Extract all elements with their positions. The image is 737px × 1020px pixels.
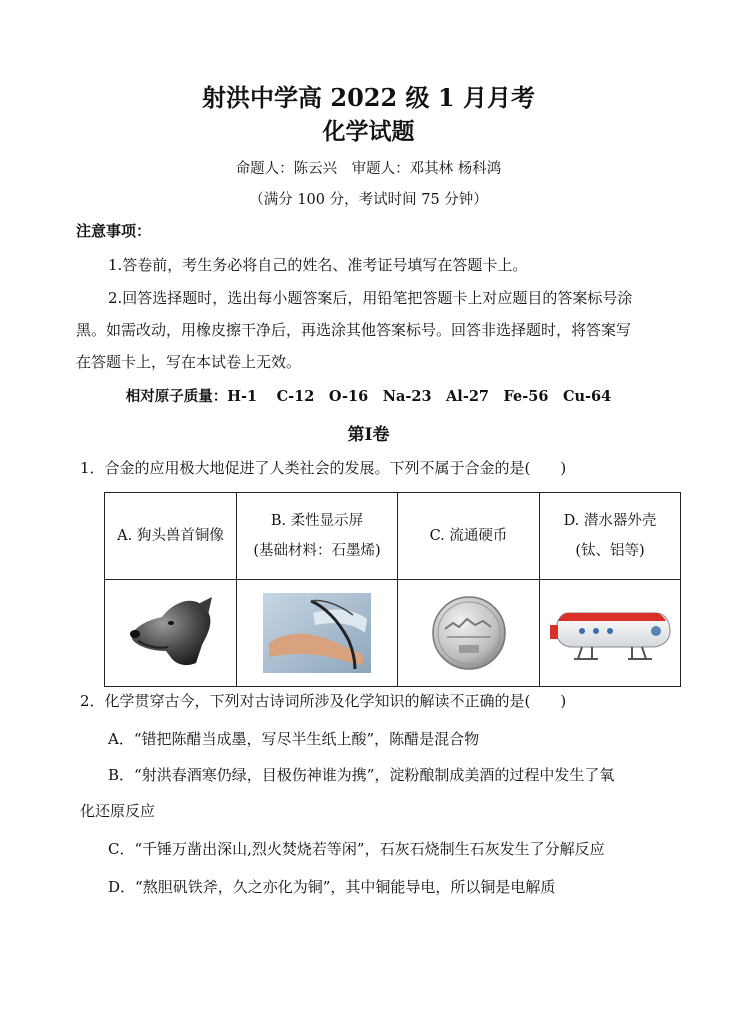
volume-heading: 第Ⅰ卷 [347, 425, 390, 445]
option-b-image-cell [237, 580, 398, 687]
notice-item-2-line-2: 黑。如需改动，用橡皮擦干净后，再选涂其他答案标号。回答非选择题时，将答案写 [76, 321, 632, 339]
option-c-label: C. 流通硬币 [429, 528, 508, 544]
question-1-stem: 1．合金的应用极大地促进了人类社会的发展。下列不属于合金的是( ) [80, 459, 567, 477]
option-a-image-cell [105, 580, 237, 687]
notice-item-2-line-3: 在答题卡上，写在本试卷上无效。 [76, 353, 302, 371]
option-a-label: A. 狗头兽首铜像 [117, 528, 224, 544]
option-d-sub: (钛、铝等) [575, 543, 645, 559]
exam-title: 射洪中学高 2022 级 1 月月考 [202, 83, 535, 112]
flexible-screen-image [263, 593, 371, 673]
option-d-cell [540, 493, 681, 580]
question-2-option-b-line-2: 化还原反应 [80, 802, 156, 820]
question-1-options-table [104, 492, 681, 687]
option-b-label: B. 柔性显示屏 [270, 513, 364, 529]
subject-title: 化学试题 [322, 118, 415, 145]
coin-image [429, 593, 509, 673]
option-d-image-cell [540, 580, 681, 687]
option-b-sub: (基础材料：石墨烯) [253, 543, 381, 559]
option-b-cell [237, 493, 398, 580]
atomic-masses: 相对原子质量：H-1 C-12 O-16 Na-23 Al-27 Fe-56 Cu-64 [125, 388, 612, 405]
submersible-image [548, 601, 672, 665]
option-c-image-cell [398, 580, 540, 687]
question-2-option-d: D．“熬胆矾铁斧，久之亦化为铜”，其中铜能导电，所以铜是电解质 [108, 878, 556, 896]
option-c-cell [398, 493, 540, 580]
authors-line: 命题人：陈云兴 审题人：邓其林 杨科鸿 [235, 161, 502, 177]
dog-head-bronze-image [126, 593, 216, 673]
question-2-option-b-line-1: B．“射洪春酒寒仍绿，目极伤神谁为携”，淀粉酿制成美酒的过程中发生了氧 [108, 766, 615, 784]
notice-item-2-line-1: 2.回答选择题时，选出每小题答案后，用铅笔把答题卡上对应题目的答案标号涂 [108, 289, 633, 307]
option-a-cell [105, 493, 237, 580]
score-time-line: （满分 100 分，考试时间 75 分钟） [249, 192, 488, 208]
question-2-option-c: C．“千锤万凿出深山,烈火焚烧若等闲”，石灰石烧制生石灰发生了分解反应 [108, 840, 605, 858]
question-2-option-a: A．“错把陈醋当成墨，写尽半生纸上酸”，陈醋是混合物 [108, 730, 480, 748]
notice-heading: 注意事项： [76, 222, 152, 240]
option-d-label: D. 潜水器外壳 [563, 513, 657, 529]
question-2-stem: 2．化学贯穿古今，下列对古诗词所涉及化学知识的解读不正确的是( ) [80, 692, 567, 710]
notice-item-1: 1.答卷前，考生务必将自己的姓名、准考证号填写在答题卡上。 [108, 256, 528, 274]
